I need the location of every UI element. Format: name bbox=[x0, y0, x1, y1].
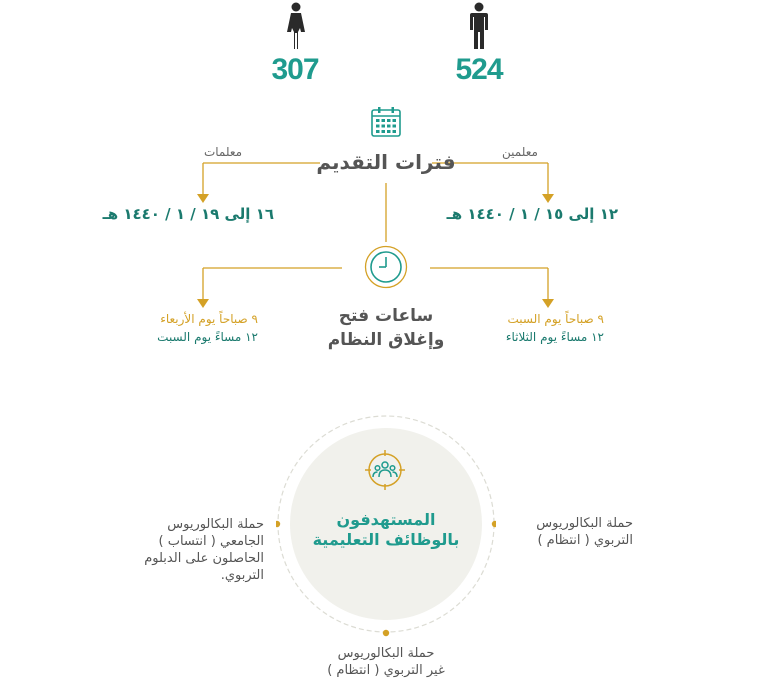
women-hours bbox=[120, 310, 258, 346]
clock-icon bbox=[364, 245, 408, 289]
category-left-line3: الحاصلون على الدبلوم bbox=[144, 551, 264, 566]
female-count: 307 bbox=[271, 53, 319, 86]
category-right-line1: حملة البكالوريوس bbox=[536, 516, 633, 531]
targeted-title bbox=[300, 510, 472, 550]
men-hours bbox=[470, 310, 604, 346]
hours-title bbox=[316, 304, 456, 352]
male-count: 524 bbox=[455, 53, 503, 86]
targeted-title-line1: المستهدفون bbox=[336, 510, 436, 529]
hours-title-line1: ساعات فتح bbox=[338, 306, 434, 326]
hours-title-line2: وإغلاق النظام bbox=[327, 330, 445, 350]
periods-title: فترات التقديم bbox=[316, 150, 456, 174]
category-right-line2: التربوي ( انتظام ) bbox=[537, 533, 633, 548]
women-open-time: ٩ صباحاً يوم الأربعاء bbox=[160, 312, 258, 326]
category-bottom bbox=[300, 645, 472, 679]
men-date: ١٢ إلى ١٥ / ١ / ١٤٤٠ هـ bbox=[446, 205, 618, 223]
women-close-time: ١٢ مساءً يوم السبت bbox=[157, 330, 258, 344]
category-bottom-line1: حملة البكالوريوس bbox=[337, 646, 435, 661]
category-left-line4: التربوي. bbox=[220, 568, 264, 583]
women-date: ١٦ إلى ١٩ / ١ / ١٤٤٠ هـ bbox=[102, 205, 274, 223]
targeted-title-line2: بالوظائف التعليمية bbox=[312, 530, 460, 549]
category-left-line2: الجامعي ( انتساب ) bbox=[158, 534, 264, 549]
men-close-time: ١٢ مساءً يوم الثلاثاء bbox=[505, 330, 604, 344]
category-right bbox=[505, 515, 633, 549]
category-bottom-line2: غير التربوي ( انتظام ) bbox=[327, 663, 445, 678]
category-left-line1: حملة البكالوريوس bbox=[167, 517, 264, 532]
men-label: معلمين bbox=[502, 145, 538, 159]
calendar-icon bbox=[370, 106, 402, 138]
group-target-icon bbox=[365, 450, 405, 490]
men-open-time: ٩ صباحاً يوم السبت bbox=[507, 312, 604, 326]
category-left bbox=[108, 516, 264, 584]
women-label: معلمات bbox=[203, 145, 243, 159]
